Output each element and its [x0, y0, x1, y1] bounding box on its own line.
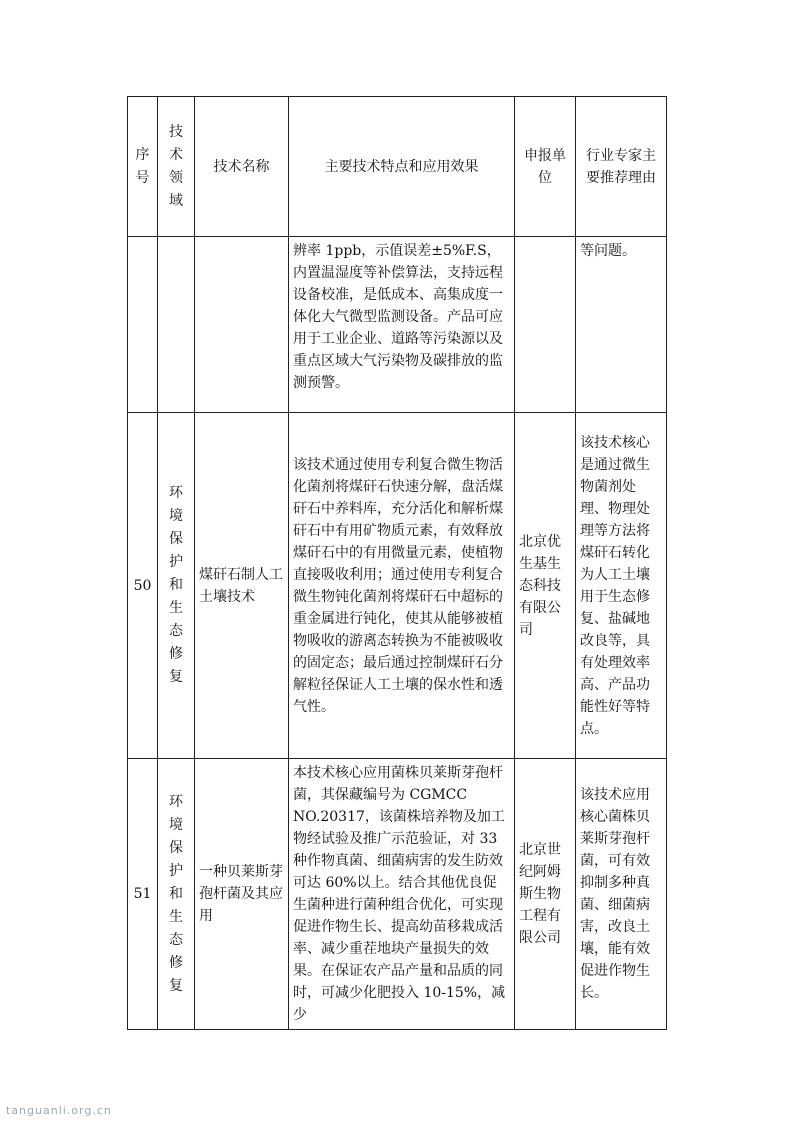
row-field — [158, 237, 195, 413]
row-applicant: 北京世纪阿姆斯生物工程有限公司 — [515, 759, 576, 1030]
header-name: 技术名称 — [195, 97, 289, 237]
header-field — [158, 97, 195, 237]
header-reason: 行业专家主要推荐理由 — [576, 97, 667, 237]
table-row — [128, 413, 667, 759]
row-field-text: 环 境 保 护 和 生 态 修 复 — [169, 485, 183, 685]
row-field-text: 环 境 保 护 和 生 态 修 复 — [169, 793, 183, 994]
row-seq: 50 — [128, 413, 158, 759]
row-features: 辨率 1ppb，示值误差±5%F.S，内置温湿度等补偿算法，支持远程设备校准，是低成本、高集成度一体化大气微型监测设备。产品可应用于工业企业、道路等污染源以及重点区域大气污染物及碳排放的监测预警。 — [289, 237, 515, 413]
watermark: tanguanli.org.cn — [6, 1104, 112, 1117]
row-features: 该技术通过使用专利复合微生物活化菌剂将煤矸石快速分解，盘活煤矸石中养料库，充分活化和解析煤矸石中有用矿物质元素，有效释放煤矸石中的有用微量元素，使植物直接吸收利用；通过使用专利复合微生物钝化菌剂将煤矸石中超标的重金属进行钝化，使其从能够被植物吸收的游离态转换为不能被吸收的固定态；最后通过控制煤矸石分解粒径保证人工土壤的保水性和透气性。 — [289, 413, 515, 759]
row-name: 煤矸石制人工土壤技术 — [195, 413, 289, 759]
table-row — [128, 237, 667, 413]
header-field-text: 技 术 领 域 — [169, 123, 183, 209]
table-header-row — [128, 97, 667, 237]
row-field — [158, 413, 195, 759]
row-field — [158, 759, 195, 1030]
row-reason: 该技术应用核心菌株贝莱斯芽孢杆菌，可有效抑制多种真菌、细菌病害，改良土壤，能有效促进作物生长。 — [576, 759, 667, 1030]
row-applicant: 北京优生基生态科技有限公司 — [515, 413, 576, 759]
row-features: 本技术核心应用菌株贝莱斯芽孢杆菌，其保藏编号为 CGMCC NO.20317，该菌株培养物及加工物经试验及推广示范验证，对 33 种作物真菌、细菌病害的发生防效可达 60%以上。结合其他优良促生菌种进行菌种组合优化，可实现促进作物生长、提高幼苗移栽成活率、减少重茬地块产量损失的效果。在保证农产品产量和品质的同时，可减少化肥投入 10-15%，减少 — [289, 759, 515, 1030]
row-reason: 等问题。 — [576, 237, 667, 413]
header-seq-text: 序 号 — [135, 146, 150, 186]
row-name — [195, 237, 289, 413]
technology-table — [127, 96, 667, 1030]
row-seq — [128, 237, 158, 413]
header-seq — [128, 97, 158, 237]
header-features: 主要技术特点和应用效果 — [289, 97, 515, 237]
row-applicant — [515, 237, 576, 413]
row-seq: 51 — [128, 759, 158, 1030]
table-row — [128, 759, 667, 1030]
header-applicant: 申报单位 — [515, 97, 576, 237]
row-name: 一种贝莱斯芽孢杆菌及其应用 — [195, 759, 289, 1030]
row-reason: 该技术核心是通过微生物菌剂处理、物理处理等方法将煤矸石转化为人工土壤用于生态修复、盐碱地改良等，具有处理效率高、产品功能性好等特点。 — [576, 413, 667, 759]
